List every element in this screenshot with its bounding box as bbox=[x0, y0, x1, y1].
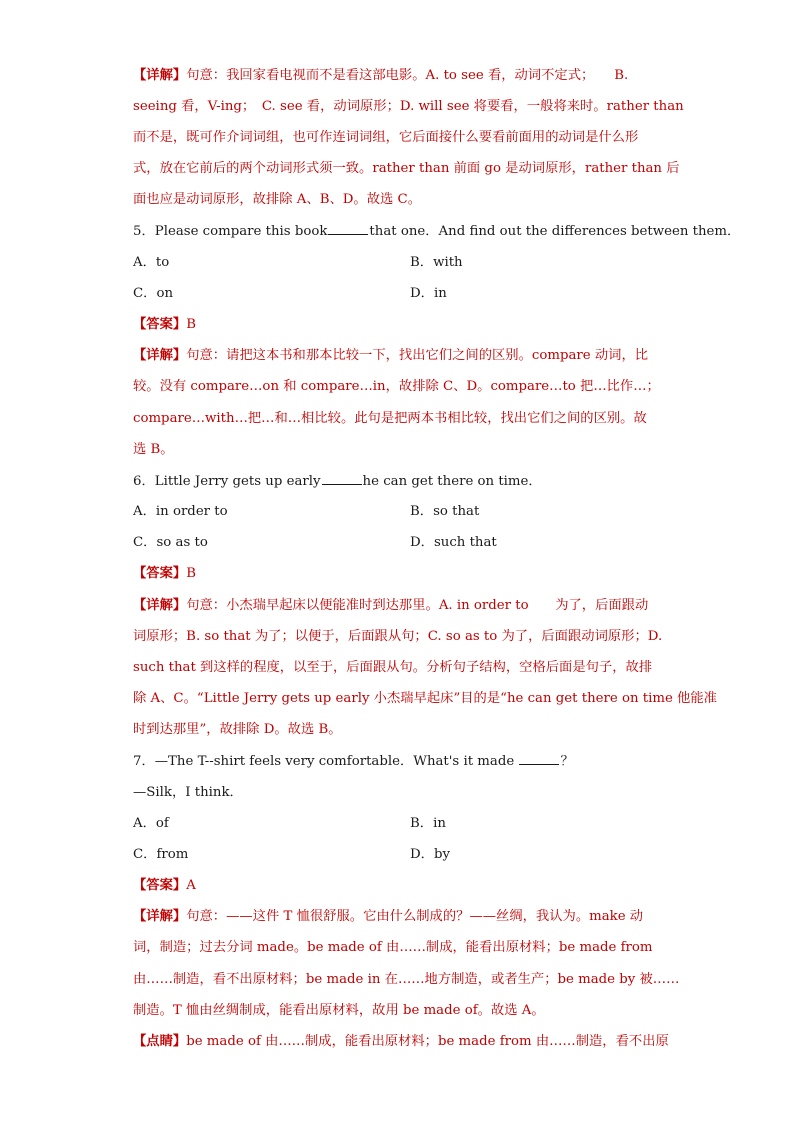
detail-line: 除 A、C。“Little Jerry gets up early 小杰瑞早起床”目的是“he can get there on time 他能准 bbox=[133, 691, 717, 706]
detail-line: 词原形；B. so that 为了；以便于，后面跟从句；C. so as to 为了，后面跟动词原形；D. bbox=[133, 629, 663, 644]
question-5-stem: 5．Please compare this book that one．And find out the differences between them． bbox=[133, 224, 741, 239]
option-c: C．from bbox=[133, 847, 189, 862]
option-b: B．in bbox=[410, 816, 446, 831]
option-d: D．in bbox=[410, 286, 447, 301]
detail-line: 词，制造；过去分词 made。be made of 由……制成，能看出原材料；be made from bbox=[133, 940, 653, 955]
detail-line: 【详解】句意：——这件 T 恤很舒服。它由什么制成的？——丝绸，我认为。make 动 bbox=[133, 909, 644, 924]
detail-line: 较。没有 compare…on 和 compare…in，故排除 C、D。compare…to 把…比作…； bbox=[133, 379, 660, 394]
answer-line: 【答案】A bbox=[133, 878, 196, 893]
answer-blank bbox=[519, 752, 559, 765]
option-a: A．to bbox=[133, 255, 170, 270]
detail-line: 面也应是动词原形，故排除 A、B、D。故选 C。 bbox=[133, 192, 422, 207]
detail-line: 【详解】句意：请把这本书和那本比较一下，找出它们之间的区别。compare 动词，比 bbox=[133, 348, 649, 363]
option-b: B．with bbox=[410, 255, 463, 270]
detail-line: 制造。T 恤由丝绸制成，能看出原材料，故用 be made of。故选 A。 bbox=[133, 1003, 545, 1018]
detail-line: 【详解】句意：我回家看电视而不是看这部电影。A. to see 看，动词不定式； B. bbox=[133, 68, 629, 83]
detail-line: 时到达那里”，故排除 D。故选 B。 bbox=[133, 722, 342, 737]
option-d: D．such that bbox=[410, 535, 497, 550]
answer-line: 【答案】B bbox=[133, 317, 196, 332]
question-6-stem: 6．Little Jerry gets up early he can get there on time． bbox=[133, 474, 542, 489]
detail-line: 而不是，既可作介词词组，也可作连词词组，它后面接什么要看前面用的动词是什么形 bbox=[133, 130, 639, 145]
question-6-options-row-1 bbox=[133, 503, 663, 521]
answer-line: 【答案】B bbox=[133, 566, 196, 581]
detail-line: 式，放在它前后的两个动词形式须一致。rather than 前面 go 是动词原形，rather than 后 bbox=[133, 161, 680, 176]
question-7-options-row-1 bbox=[133, 815, 663, 833]
detail-line: 由……制造，看不出原材料；be made in 在……地方制造，或者生产；be made by 被…… bbox=[133, 972, 680, 987]
detail-line: such that 到这样的程度，以至于，后面跟从句。分析句子结构，空格后面是句子，故排 bbox=[133, 660, 653, 675]
detail-line: 选 B。 bbox=[133, 442, 174, 457]
question-5-options-row-2 bbox=[133, 285, 663, 303]
option-c: C．on bbox=[133, 286, 174, 301]
option-a: A．of bbox=[133, 816, 169, 831]
option-b: B．so that bbox=[410, 504, 480, 519]
answer-blank bbox=[322, 472, 362, 485]
question-5-options-row-1 bbox=[133, 254, 663, 272]
tip-line: 【点睛】be made of 由……制成，能看出原材料；be made from 由……制造，看不出原 bbox=[133, 1034, 669, 1049]
detail-line: seeing 看，V-ing； C. see 看，动词原形；D. will see 将要看，一般将来时。rather than bbox=[133, 99, 684, 114]
option-a: A．in order to bbox=[133, 504, 228, 519]
detail-line: compare…with…把…和…相比较。此句是把两本书相比较，找出它们之间的区别。故 bbox=[133, 411, 647, 426]
option-c: C．so as to bbox=[133, 535, 208, 550]
answer-blank bbox=[328, 222, 368, 235]
question-7-options-row-2 bbox=[133, 846, 663, 864]
question-7-stem: 7．—The T--shirt feels very comfortable．What's it made ？ bbox=[133, 754, 574, 769]
question-6-options-row-2 bbox=[133, 534, 663, 552]
option-d: D．by bbox=[410, 847, 450, 862]
detail-line: 【详解】句意：小杰瑞早起床以便能准时到达那里。A. in order to 为了，后面跟动 bbox=[133, 598, 649, 613]
question-7-reply: —Silk，I think． bbox=[133, 785, 243, 800]
